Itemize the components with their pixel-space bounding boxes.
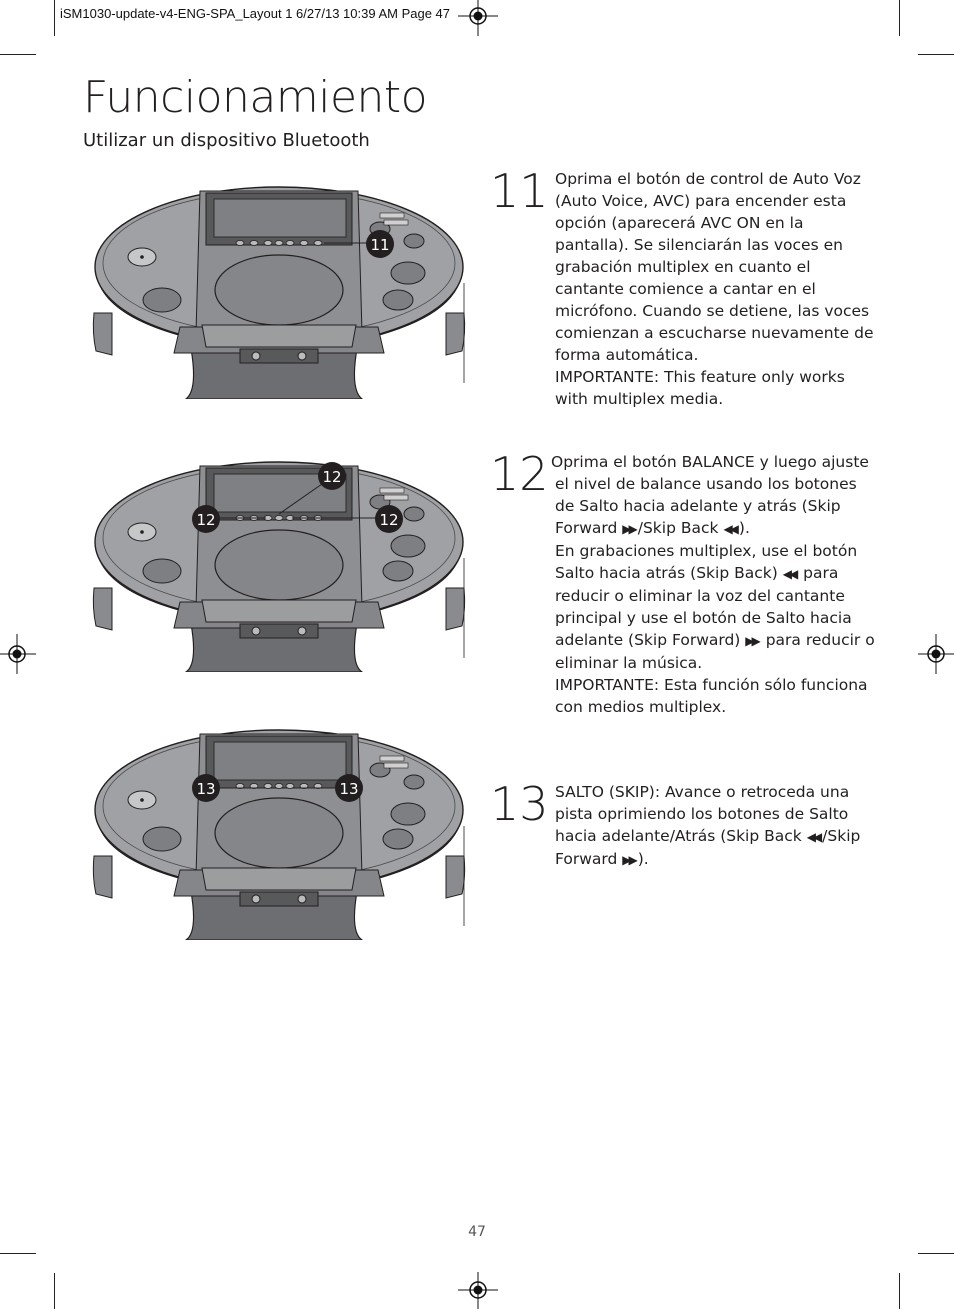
crop-mark <box>918 1253 954 1254</box>
step-12-line2c: para reducir o eliminar la música. <box>555 631 875 672</box>
step-12-paragraph-2 <box>551 540 877 674</box>
callout-13-left: 13 <box>196 780 216 798</box>
crop-mark <box>899 0 900 36</box>
crop-mark <box>0 54 36 55</box>
step-13-text <box>555 781 865 871</box>
skip-back-icon: ◀◀ <box>723 522 736 536</box>
page-subtitle: Utilizar un dispositivo Bluetooth <box>83 130 370 151</box>
skip-forward-icon: ▶▶ <box>745 634 758 648</box>
device-illustration-step-12 <box>90 458 468 672</box>
callout-12-top: 12 <box>322 468 342 486</box>
step-12-line1b: /Skip Back <box>637 519 719 537</box>
registration-mark-icon <box>0 634 36 674</box>
step-13-paragraph <box>555 781 865 871</box>
device-illustration-step-11 <box>90 183 468 399</box>
page-number: 47 <box>468 1224 486 1240</box>
step-11-important: IMPORTANTE: This feature only works with multiplex media. <box>555 368 845 408</box>
step-13-line1: SALTO (SKIP): Avance o retroceda una pista oprimiendo los botones de Salto hacia adelante/Atrás (Skip Back <box>555 783 850 845</box>
step-13-line1c: ). <box>637 850 649 868</box>
step-12-paragraph-1 <box>551 451 877 540</box>
callout-12-right: 12 <box>379 511 399 529</box>
skip-back-icon: ◀◀ <box>806 830 820 844</box>
slug-line: iSM1030-update-v4-ENG-SPA_Layout 1 6/27/13 10:39 AM Page 47 <box>60 6 451 21</box>
step-12-line2a: En grabaciones multiplex, use el botón Salto hacia atrás (Skip Back) <box>555 542 858 582</box>
callout-11: 11 <box>370 236 390 254</box>
registration-mark-icon <box>918 634 954 674</box>
step-number-11: 11 <box>490 164 549 218</box>
step-12-important: IMPORTANTE: Esta función sólo funciona con medios multiplex. <box>555 676 868 716</box>
crop-mark <box>54 1273 55 1309</box>
crop-mark <box>918 54 954 55</box>
skip-forward-icon: ▶▶ <box>622 853 635 867</box>
step-12-line1: Oprima el botón BALANCE y luego ajuste el nivel de balance usando los botones de Salto hacia adelante y atrás (Skip Forward <box>551 453 869 537</box>
step-12-line2b: para reducir o eliminar la voz del cantante principal y use el botón de Salto hacia adelante (Skip Forward) <box>555 564 852 649</box>
step-12-line1c: ). <box>738 519 750 537</box>
registration-mark-icon <box>458 1272 498 1309</box>
crop-mark <box>0 1253 36 1254</box>
step-13-line1b: /Skip Forward <box>555 827 861 868</box>
callout-12-left: 12 <box>196 511 216 529</box>
device-illustration-step-13 <box>90 726 468 940</box>
callout-13-right: 13 <box>339 780 359 798</box>
skip-back-icon: ◀◀ <box>782 567 796 581</box>
step-number-12: 12 <box>490 447 549 501</box>
skip-forward-icon: ▶▶ <box>622 522 635 536</box>
crop-mark <box>899 1273 900 1309</box>
page-title: Funcionamiento <box>83 72 428 123</box>
step-12-text <box>551 451 877 718</box>
step-11-body: Oprima el botón de control de Auto Voz (Auto Voice, AVC) para encender esta opción (aparecerá AVC ON en la pantalla). Se silenciarán las voces en grabación multiplex en cuanto el cantante comience a cantar en el micrófono. Cuando se detiene, las voces comienzan a escucharse nuevamente de forma automática. <box>555 170 874 364</box>
crop-mark <box>54 0 55 36</box>
registration-mark-icon <box>458 0 498 36</box>
step-number-13: 13 <box>490 777 549 831</box>
step-11-text <box>555 168 875 410</box>
